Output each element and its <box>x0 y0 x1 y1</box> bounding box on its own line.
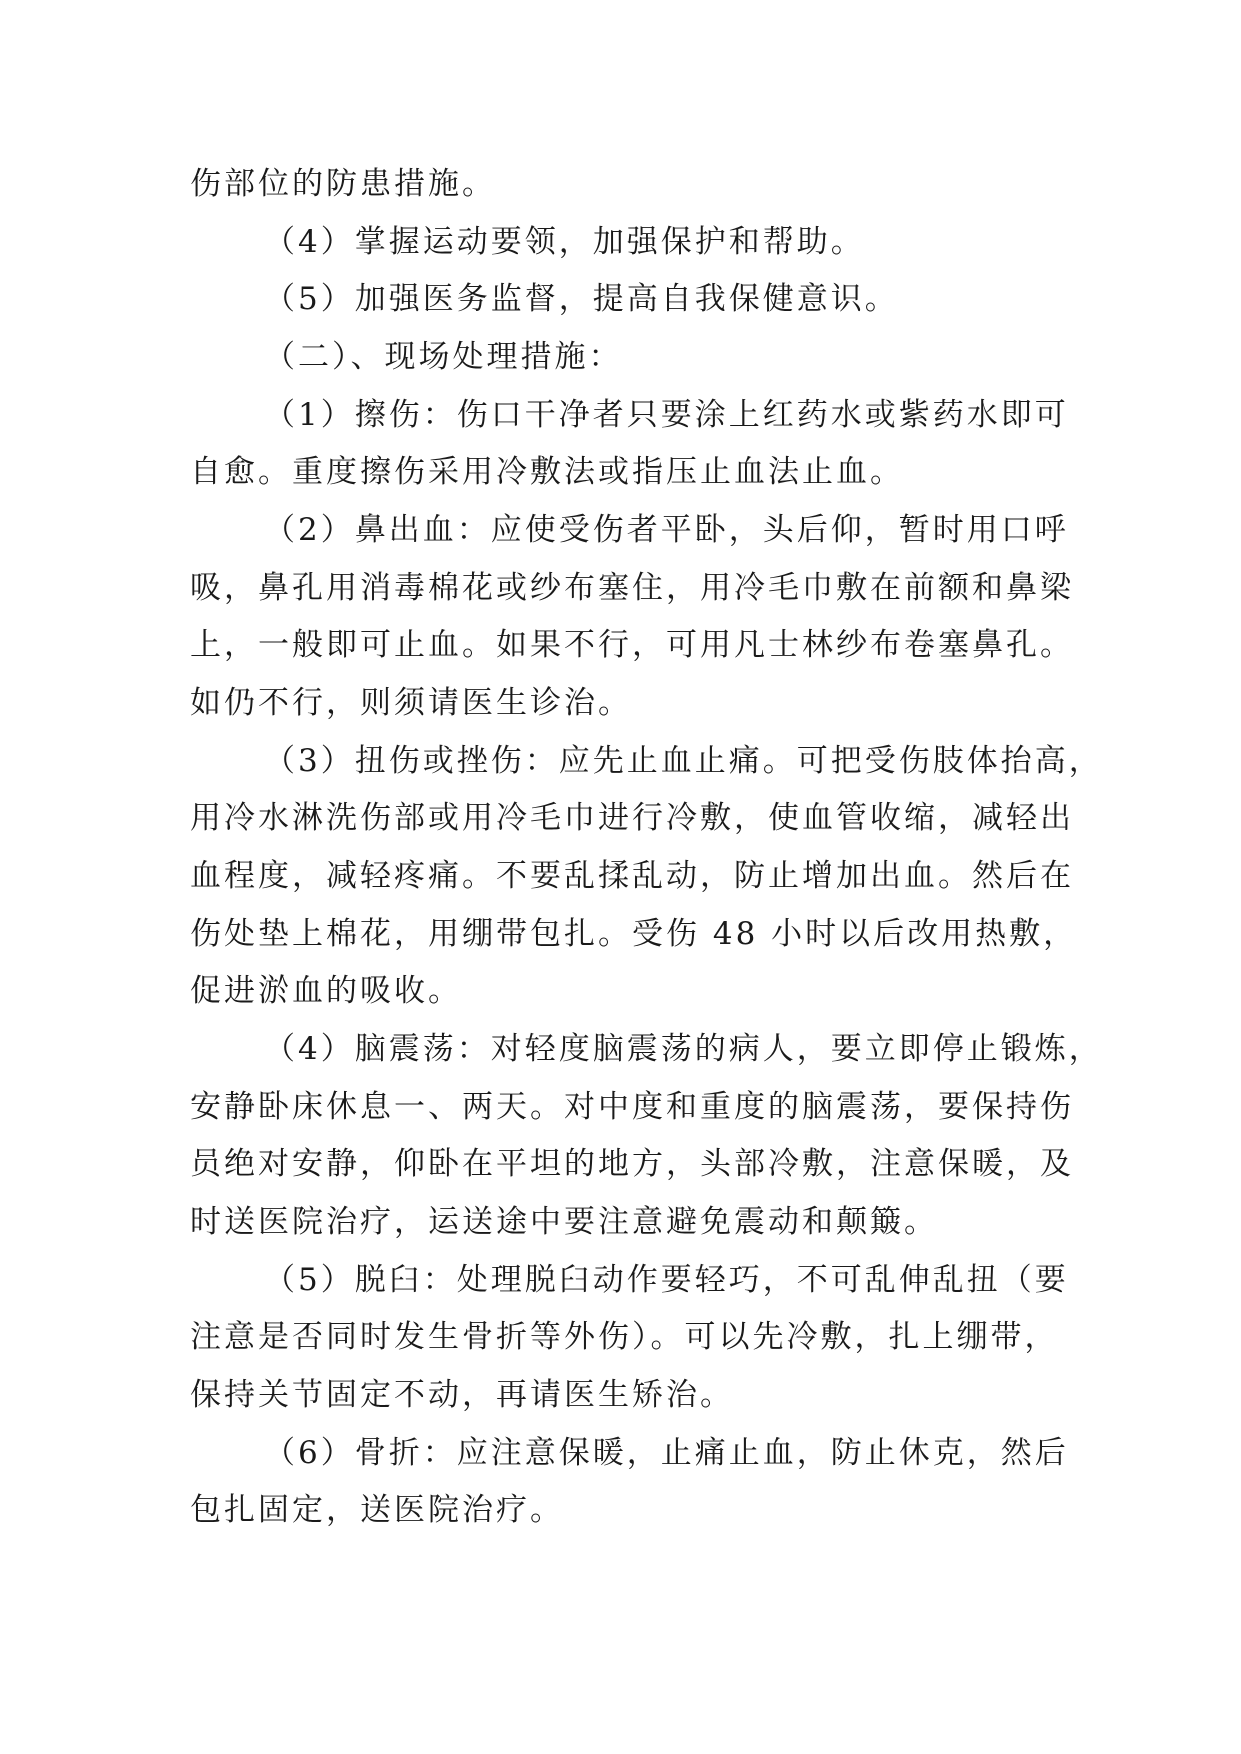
list-item: （3）扭伤或挫伤：应先止血止痛。可把受伤肢体抬高， <box>264 743 1103 779</box>
list-item: （1）擦伤：伤口干净者只要涂上红药水或紫药水即可 <box>264 397 1069 433</box>
list-item: （4）脑震荡：对轻度脑震荡的病人，要立即停止锻炼， <box>264 1031 1103 1067</box>
list-item: （6）骨折：应注意保暖，止痛止血，防止休克，然后 <box>264 1435 1069 1471</box>
text-line: 吸，鼻孔用消毒棉花或纱布塞住，用冷毛巾敷在前额和鼻梁 <box>190 570 1074 606</box>
section-heading: （二）、现场处理措施： <box>264 339 623 375</box>
list-item: （2）鼻出血：应使受伤者平卧，头后仰，暂时用口呼 <box>264 512 1069 548</box>
text-line: 血程度，减轻疼痛。不要乱揉乱动，防止增加出血。然后在 <box>190 858 1074 894</box>
text-line: 上，一般即可止血。如果不行，可用凡士林纱布卷塞鼻孔。 <box>190 627 1074 663</box>
text-line: 如仍不行，则须请医生诊治。 <box>190 685 632 721</box>
list-item: （5）加强医务监督，提高自我保健意识。 <box>264 281 899 317</box>
text-line: 用冷水淋洗伤部或用冷毛巾进行冷敷，使血管收缩，减轻出 <box>190 800 1074 836</box>
text-line: 注意是否同时发生骨折等外伤）。可以先冷敷，扎上绷带， <box>190 1319 1059 1355</box>
text-line: 员绝对安静，仰卧在平坦的地方，头部冷敷，注意保暖，及 <box>190 1146 1074 1182</box>
text-line: 安静卧床休息一、两天。对中度和重度的脑震荡，要保持伤 <box>190 1089 1074 1125</box>
text-line: 保持关节固定不动，再请医生矫治。 <box>190 1377 734 1413</box>
text-line: 自愈。重度擦伤采用冷敷法或指压止血法止血。 <box>190 454 904 490</box>
list-item: （4）掌握运动要领，加强保护和帮助。 <box>264 224 865 260</box>
text-line: 时送医院治疗，运送途中要注意避免震动和颠簸。 <box>190 1204 938 1240</box>
list-item: （5）脱臼：处理脱臼动作要轻巧，不可乱伸乱扭（要 <box>264 1262 1069 1298</box>
text-line: 伤处垫上棉花，用绷带包扎。受伤 48 小时以后改用热敷， <box>190 916 1078 952</box>
text-line: 伤部位的防患措施。 <box>190 166 496 202</box>
text-line: 促进淤血的吸收。 <box>190 973 462 1009</box>
text-line: 包扎固定，送医院治疗。 <box>190 1492 564 1528</box>
